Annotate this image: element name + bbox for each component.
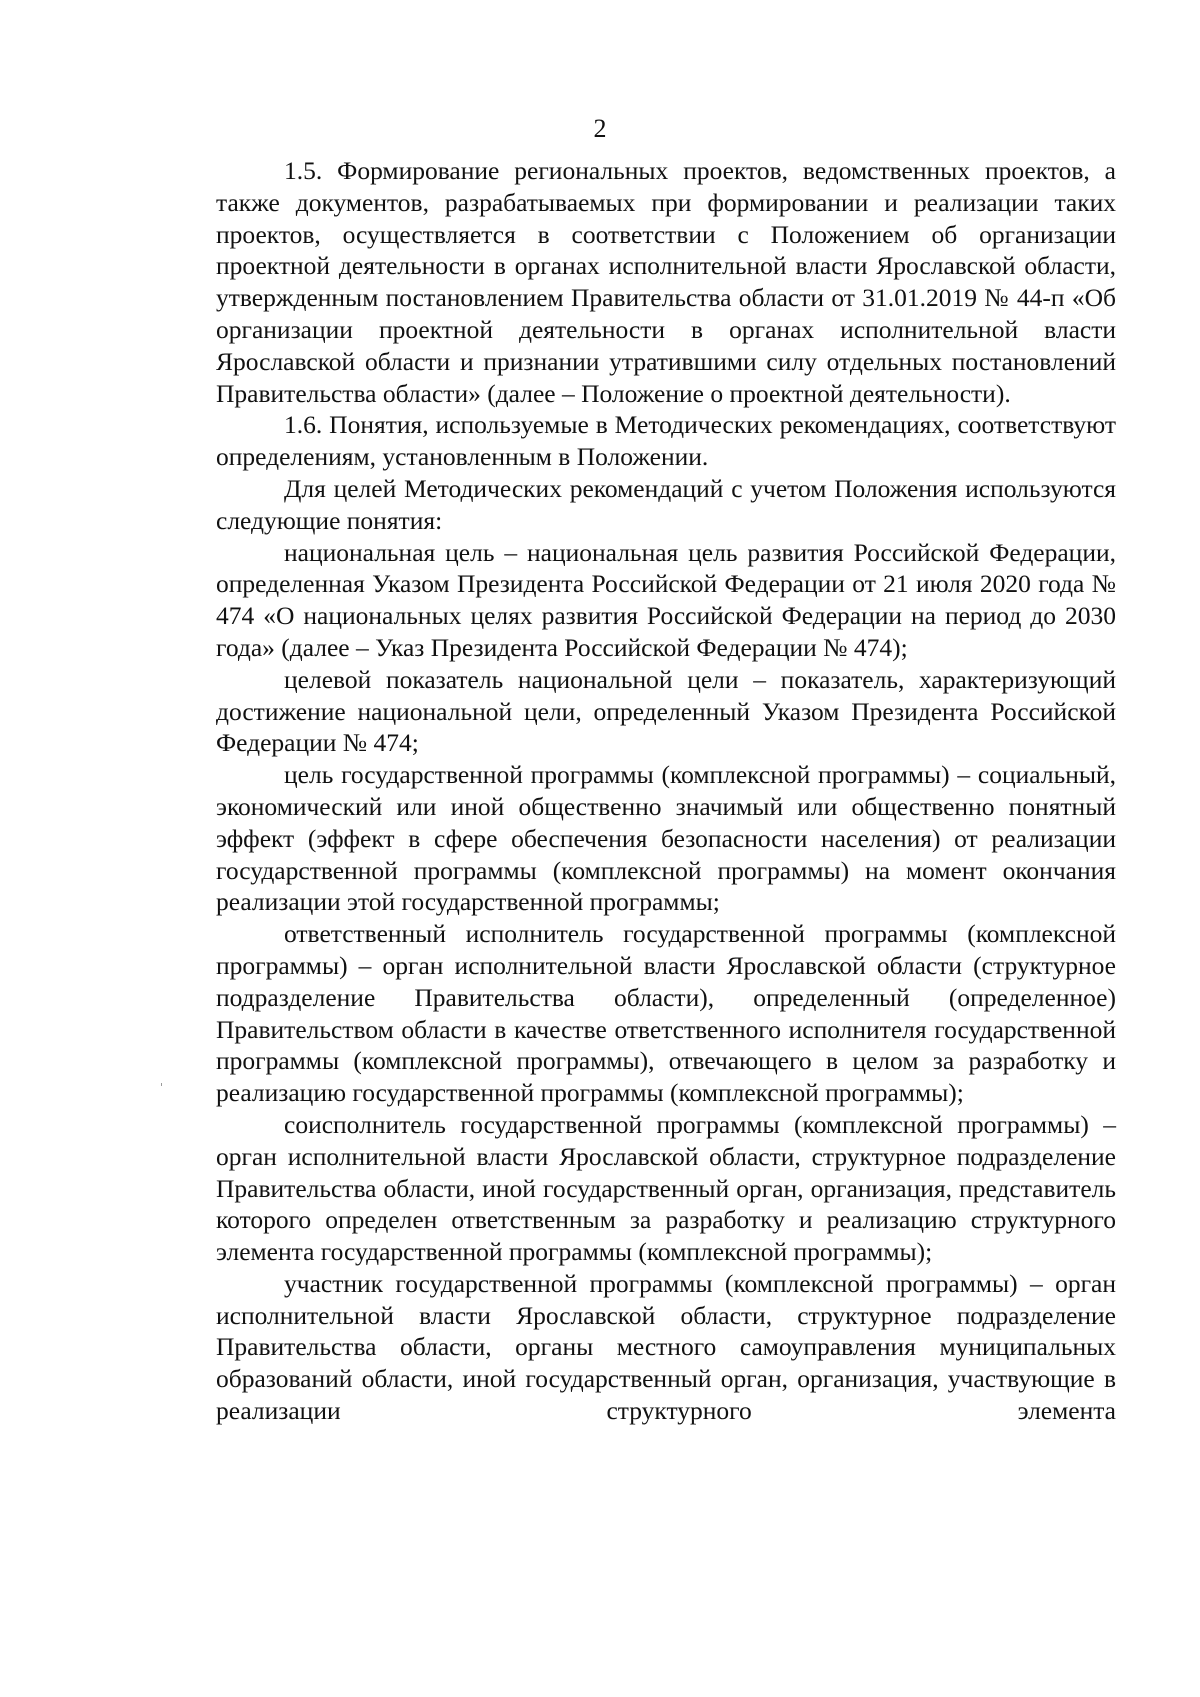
paragraph-1-5: 1.5. Формирование региональных проектов, ведомственных проектов, а также документов, разрабатываемых при формировании и реализации таких проектов, осуществляется в соответствии с Положением об организации проектной деятельности в органах исполнительной власти Ярославской области, утвержденным постановлением Правительства области от 31.01.2019 № 44-п «Об организации проектной деятельности в органах исполнительной власти Ярославской области и признании утратившими силу отдельных постановлений Правительства области» (далее – Положение о проектной деятельности). <box>216 156 1116 408</box>
definition-participant: участник государственной программы (комплексной программы) – орган исполнительной власти Ярославской области, структурное подразделение Правительства области, органы местного самоуправления муниципальных образований области, иной государственный орган, организация, участвующие в реализации структурного элемента <box>216 1268 1116 1426</box>
page-number: 2 <box>593 114 607 143</box>
definition-target-indicator: целевой показатель национальной цели – показатель, характеризующий достижение национальной цели, определенный Указом Президента Российской Федерации № 474; <box>216 664 1116 758</box>
document-body <box>216 155 1116 1427</box>
definition-responsible-executor: ответственный исполнитель государственной программы (комплексной программы) – орган исполнительной власти Ярославской области (структурное подразделение Правительства области), определенный (определенное) Правительством области в качестве ответственного исполнителя государственной программы (комплексной программы), отвечающего в целом за разработку и реализацию государственной программы (комплексной программы); <box>216 919 1116 1108</box>
paragraph-1-6: 1.6. Понятия, используемые в Методических рекомендациях, соответствуют определениям, установленным в Положении. <box>216 410 1116 472</box>
paragraph-definitions-intro: Для целей Методических рекомендаций с учетом Положения используются следующие понятия: <box>216 473 1116 535</box>
definition-national-goal: национальная цель – национальная цель развития Российской Федерации, определенная Указом Президента Российской Федерации от 21 июля 2020 года № 474 «О национальных целях развития Российской Федерации на период до 2030 года» (далее – Указ Президента Российской Федерации № 474); <box>216 537 1116 662</box>
scan-artifact <box>161 1083 162 1086</box>
definition-co-executor: соисполнитель государственной программы (комплексной программы) – орган исполнительной власти Ярославской области, структурное подразделение Правительства области, иной государственный орган, организация, представитель которого определен ответственным за разработку и реализацию структурного элемента государственной программы (комплексной программы); <box>216 1109 1116 1267</box>
definition-program-goal: цель государственной программы (комплексной программы) – социальный, экономический или иной общественно значимый или общественно понятный эффект (эффект в сфере обеспечения безопасности населения) от реализации государственной программы (комплексной программы) на момент окончания реализации этой государственной программы; <box>216 760 1116 917</box>
